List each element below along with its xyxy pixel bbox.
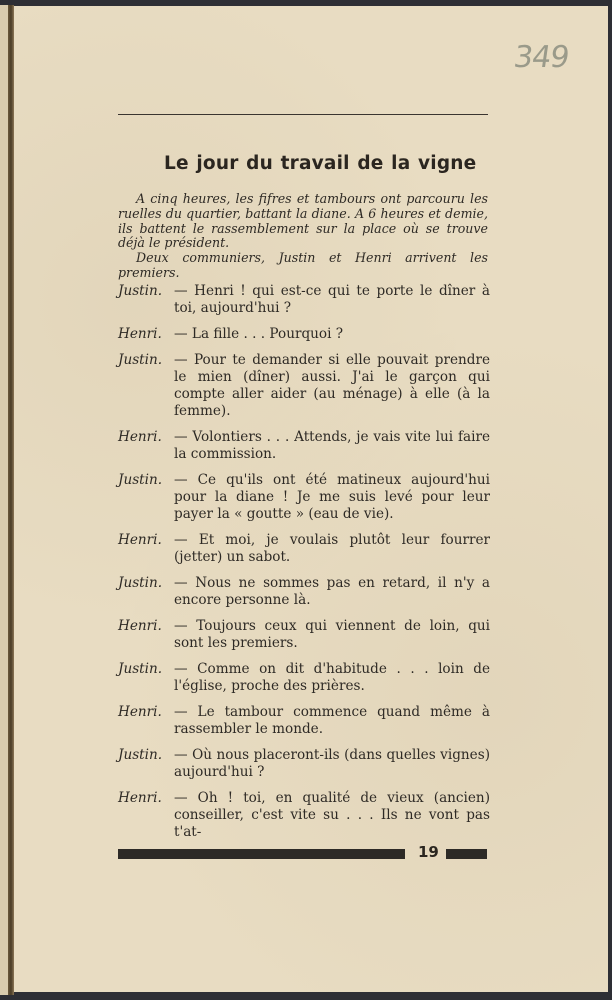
speaker-name: Justin. bbox=[118, 575, 163, 591]
speech-text: — Oh ! toi, en qualité de vieux (ancien) conseiller, c'est vite su . . . Ils ne vont pas t'at- bbox=[174, 790, 490, 840]
handwritten-folio-number: 349 bbox=[511, 40, 571, 75]
speaker-name: Henri. bbox=[118, 790, 162, 806]
speaker-name: Justin. bbox=[118, 747, 163, 763]
speaker-name: Henri. bbox=[118, 326, 162, 342]
dialogue-line bbox=[118, 790, 490, 841]
footer-rule-left bbox=[118, 849, 405, 859]
speech-text: — La fille . . . Pourquoi ? bbox=[174, 326, 344, 342]
speaker-name: Justin. bbox=[118, 472, 163, 488]
adjacent-page-edge bbox=[0, 5, 8, 995]
dialogue-line bbox=[118, 704, 490, 738]
speech-text: — Toujours ceux qui viennent de loin, qui sont les premiers. bbox=[174, 618, 490, 651]
page-number: 19 bbox=[418, 843, 439, 861]
speaker-name: Henri. bbox=[118, 618, 162, 634]
page-title: Le jour du travail de la vigne bbox=[164, 153, 477, 174]
book-page bbox=[14, 6, 608, 992]
speech-text: — Ce qu'ils ont été matineux aujourd'hui pour la diane ! Je me suis levé pour leur payer la « goutte » (eau de vie). bbox=[174, 472, 490, 522]
header-rule bbox=[118, 114, 488, 115]
dialogue-line bbox=[118, 472, 490, 523]
speaker-name: Justin. bbox=[118, 661, 163, 677]
speech-text: — Pour te demander si elle pouvait prendre le mien (dîner) aussi. J'ai le garçon qui compte aller aider (au ménage) à elle (à la femme). bbox=[174, 352, 490, 419]
speaker-name: Justin. bbox=[118, 283, 163, 299]
speaker-name: Henri. bbox=[118, 429, 162, 445]
speaker-name: Henri. bbox=[118, 532, 162, 548]
speech-text: — Henri ! qui est-ce qui te porte le dîner à toi, aujourd'hui ? bbox=[174, 283, 490, 316]
stage-direction-paragraph: A cinq heures, les fifres et tambours ont parcouru les ruelles du quartier, battant la diane. A 6 heures et demie, ils battent le rassemblement sur la place où se trouve déjà le président. bbox=[118, 191, 488, 251]
speaker-name: Henri. bbox=[118, 704, 162, 720]
stage-direction-paragraph: Deux communiers, Justin et Henri arrivent les premiers. bbox=[118, 250, 488, 280]
dialogue-line bbox=[118, 283, 490, 317]
dialogue-line bbox=[118, 575, 490, 609]
page-footer bbox=[118, 843, 490, 861]
stage-directions bbox=[118, 192, 488, 281]
speech-text: — Nous ne sommes pas en retard, il n'y a encore personne là. bbox=[174, 575, 490, 608]
dialogue-block bbox=[118, 283, 490, 850]
speech-text: — Comme on dit d'habitude . . . loin de l'église, proche des prières. bbox=[174, 661, 490, 694]
dialogue-line bbox=[118, 532, 490, 566]
dialogue-line bbox=[118, 429, 490, 463]
speech-text: — Volontiers . . . Attends, je vais vite lui faire la commission. bbox=[174, 429, 490, 462]
dialogue-line bbox=[118, 326, 490, 343]
dialogue-line bbox=[118, 661, 490, 695]
dialogue-line bbox=[118, 747, 490, 781]
dialogue-line bbox=[118, 618, 490, 652]
speaker-name: Justin. bbox=[118, 352, 163, 368]
speech-text: — Le tambour commence quand même à rassembler le monde. bbox=[174, 704, 490, 737]
dialogue-line bbox=[118, 352, 490, 420]
speech-text: — Où nous placeront-ils (dans quelles vignes) aujourd'hui ? bbox=[174, 747, 490, 780]
footer-rule-right bbox=[446, 849, 487, 859]
speech-text: — Et moi, je voulais plutôt leur fourrer (jetter) un sabot. bbox=[174, 532, 490, 565]
